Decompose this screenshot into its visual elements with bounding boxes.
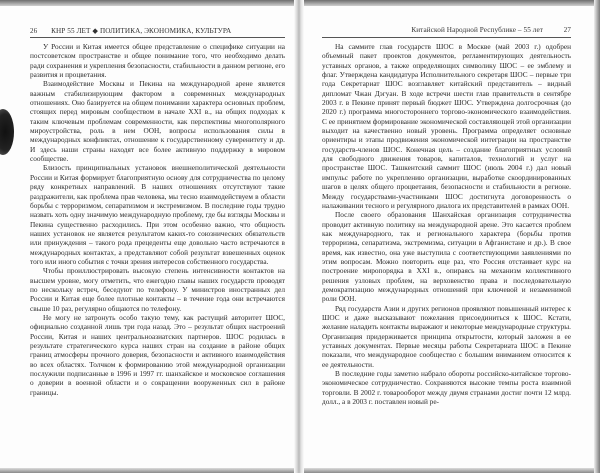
scan-artifact [0, 109, 14, 155]
left-body-text [30, 42, 285, 397]
paragraph: Чтобы проиллюстрировать высокую степень интенсивности контактов на высшем уровне, могу отметить, что ежегодно главы наших государств проводят по нескольку встреч, беседуют по телефону. У министров иностранных дел России и Китая еще более плотные контакты – в течение года они встречаются свыше 10 раз, регулярно общаются по телефону. [30, 266, 285, 313]
paragraph: У России и Китая имеется общее представление о специфике ситуации на постсоветском пространстве и общее понимание того, что необходимо делать ради сохранения и укрепления безопасности, стабильности в данном регионе, его развития и процветания. [30, 42, 285, 80]
paragraph: Не могу не затронуть особо такую тему, как растущий авторитет ШОС, официально созданной лишь три года назад. Это – результат общих настроений России, Китая и наших центральноазиатских партнеров. ШОС родилась в результате стратегического курса наших стран на создание в районе общих границ атмосферы прочного доверия, безопасности и активного взаимодействия во всех областях. Толчком к формированию этой международной организации послужили подписанные в 1996 и 1997 гг. шанхайское и московское соглашения о доверии в военной области и о сокращении вооруженных сил в районе границы. [30, 312, 285, 397]
left-page-number: 26 [30, 27, 38, 35]
left-running-head [30, 26, 287, 35]
paragraph: После своего образования Шанхайская организация сотрудничества проводит активную политику на международной арене. Это касается проблем как международного, так и регионального характера (борьбы против терроризма, сепаратизма, экстремизма, ситуации в Афганистане и др.). В свое время, как известно, она уже выступила с соответствующими заявлениями по этим вопросам. Можно повторить еще раз, что Россия отстаивает курс на построение миропорядка в XXI в., опираясь на механизм коллективного решения узловых проблем, на верховенство права и последовательную демократизацию международных отношений при ключевой и незаменимой роли ООН. [322, 210, 571, 304]
right-header-rule [322, 37, 571, 38]
left-page [0, 6, 297, 468]
book-spine-gutter [294, 0, 304, 473]
paragraph: Взаимодействие Москвы и Пекина на международной арене является важным стабилизирующим фактором в современных международных отношениях. Оно базируется на общем понимании характера основных проблем, стоящих перед мировым сообществом в начале XXI в., на общих подходах к таким ключевым проблемам современности, как перспективы многополярного мироустройства, роль в нем ООН, вопросы использования силы в международных конфликтах, отношение к государственному суверенитету и др. И здесь наши страны находят все более активную поддержку в мировом сообществе. [30, 79, 285, 164]
right-running-head-title: Китайской Народной Республике – 55 лет [411, 26, 543, 34]
right-body-text [322, 42, 571, 406]
paragraph: Ряд государств Азии и других регионов проявляют повышенный интерес к ШОС и даже высказывают пожелания присоединиться к ШОС. Кстати, желание наладить контакты выражают и некоторые международные структуры. Организация придерживается принципа открытости, который заложен в ее уставных документах. Первые месяцы работы Секретариата ШОС в Пекине показали, что международное сообщество с большим вниманием относится к ее деятельности. [322, 303, 571, 369]
left-header-rule [30, 37, 285, 38]
paragraph: Близость принципиальных установок внешнеполитической деятельности России и Китая формирует благоприятную основу для сотрудничества по целому ряду конкретных направлений. В наших отношениях отсутствуют такие раздражители, как проблема прав человека, мы тесно взаимодействуем в области борьбы с терроризмом, сепаратизмом и экстремизмом. В последние годы трудно назвать хоть одну значимую международную проблему, где бы взгляды Москвы и Пекина существенно расходились. При этом особенно важно, что общность наших установок не является результатом каких-то союзнических обязательств или принуждения – такого рода прецеденты еще довольно часто встречаются в международных контактах, а представляют собой результат взвешенных оценок того или иного события с точки зрения интересов собственного государства. [30, 163, 285, 266]
right-page-number: 27 [563, 26, 571, 34]
right-page [300, 6, 596, 468]
paragraph: На саммите глав государств ШОС в Москве (май 2003 г.) одобрен объемный пакет проектов документов, регламентирующих деятельность уставных органов, а также определяющих символику ШОС – ее эмблему и флаг. Утверждена кандидатура Исполнительного секретаря ШОС – первые три года Секретариат ШОС возглавляет китайский представитель – видный дипломат Чжан Дэгуан. В ходе встречи шести глав правительств в сентябре 2003 г. в Пекине принят первый бюджет ШОС. Утверждена долгосрочная (до 2020 г.) программа многостороннего торгово-экономического взаимодействия. С ее принятием формирование экономической составляющей этой организации выходит на качественно новый уровень. Программа определяет основные ориентиры и этапы продвижения экономической интеграции на пространстве государств-членов ШОС. Конечная цель – создание благоприятных условий для свободного движения товаров, капиталов, технологий и услуг на пространстве ШОС. Ташкентский саммит ШОС (июль 2004 г.) дал новый импульс работе по укреплению организации, выработке скоординированных шагов в целях общего процветания, безопасности и стабильности в регионе. Между государствами-участниками ШОС достигнута договоренность о налаживании тесного и регулярного диалога их представителей в рамках ООН. [322, 42, 571, 210]
page-edge-shadow [594, 0, 600, 473]
left-running-head-title: КНР 55 ЛЕТ ◆ ПОЛИТИКА, ЭКОНОМИКА, КУЛЬТУРА [51, 27, 232, 35]
paragraph: В последние годы заметно набрало обороты российско-китайское торгово-экономическое сотрудничество. Сохраняются высокие темпы роста взаимной торговли. В 2002 г. товарооборот между двумя странами достиг почти 12 млрд. долл., а в 2003 г. поставлен новый ре- [322, 369, 571, 407]
